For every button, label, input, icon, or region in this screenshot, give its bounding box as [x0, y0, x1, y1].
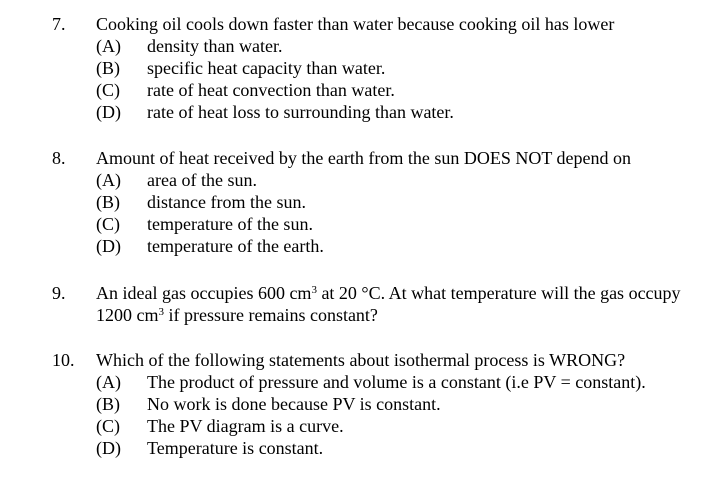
option-text: specific heat capacity than water. [147, 58, 386, 78]
stem-text: 1200 cm [96, 305, 159, 325]
option-label: (D) [96, 102, 121, 122]
option-text: density than water. [147, 36, 283, 56]
question-stem-line-1 [96, 282, 681, 304]
question-number: 8. [52, 148, 66, 168]
option-text: temperature of the sun. [147, 214, 313, 234]
option-label: (B) [96, 58, 120, 78]
option-label: (A) [96, 372, 121, 392]
question-stem: Which of the following statements about isothermal process is WRONG? [96, 350, 626, 370]
option-text: rate of heat loss to surrounding than water. [147, 102, 454, 122]
option-label: (B) [96, 394, 120, 414]
option-text: The PV diagram is a curve. [147, 416, 344, 436]
option-text: distance from the sun. [147, 192, 306, 212]
option-label: (C) [96, 416, 120, 436]
option-label: (D) [96, 438, 121, 458]
superscript: 3 [158, 306, 164, 318]
question-stem: Cooking oil cools down faster than water because cooking oil has lower [96, 14, 615, 34]
option-text: area of the sun. [147, 170, 257, 190]
question-stem: Amount of heat received by the earth from the sun DOES NOT depend on [96, 148, 632, 168]
stem-text: if pressure remains constant? [164, 305, 378, 325]
question-number: 9. [52, 283, 66, 303]
question-number: 7. [52, 14, 66, 34]
question-stem-line-2 [96, 304, 378, 326]
option-label: (B) [96, 192, 120, 212]
stem-text: An ideal gas occupies 600 cm [96, 283, 312, 303]
option-text: The product of pressure and volume is a constant (i.e PV = constant). [147, 372, 646, 392]
question-number: 10. [52, 350, 75, 370]
option-label: (A) [96, 36, 121, 56]
option-text: Temperature is constant. [147, 438, 324, 458]
option-label: (A) [96, 170, 121, 190]
option-text: rate of heat convection than water. [147, 80, 395, 100]
option-text: No work is done because PV is constant. [147, 394, 441, 414]
option-text: temperature of the earth. [147, 236, 324, 256]
option-label: (D) [96, 236, 121, 256]
superscript: 3 [311, 284, 317, 296]
stem-text: at 20 °C. At what temperature will the gas occupy [316, 283, 681, 303]
option-label: (C) [96, 214, 120, 234]
option-label: (C) [96, 80, 120, 100]
